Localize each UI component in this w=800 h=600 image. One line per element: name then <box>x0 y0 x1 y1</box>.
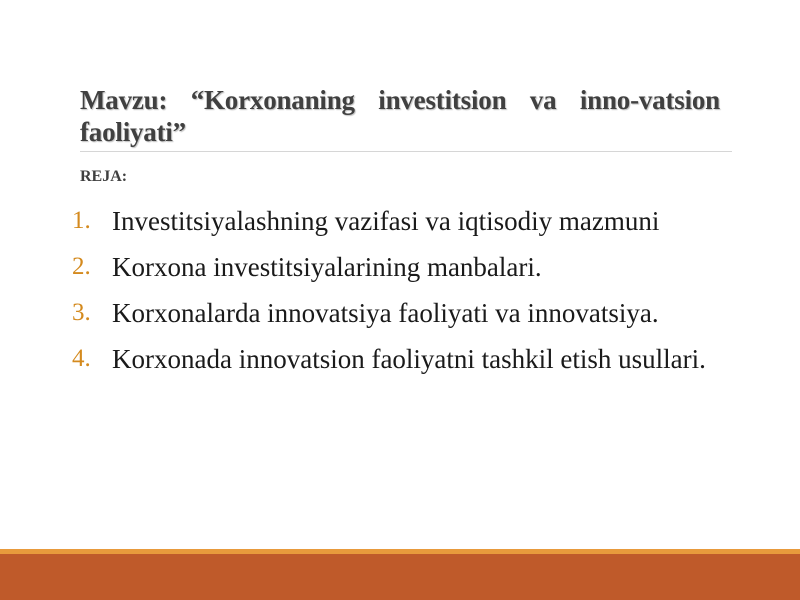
plan-item-text: Korxonalarda innovatsiya faoliyati va innovatsiya. <box>112 298 659 328</box>
plan-item-number: 3. <box>72 299 91 326</box>
plan-item-text: Korxonada innovatsion faoliyatni tashkil etish usullari. <box>112 344 706 374</box>
plan-heading: REJA: <box>80 168 128 185</box>
plan-item-1 <box>72 205 732 237</box>
plan-item-2 <box>72 251 732 283</box>
plan-item-text: Korxona investitsiyalarining manbalari. <box>112 252 542 282</box>
title-divider <box>80 151 732 152</box>
plan-item-4 <box>72 343 732 375</box>
footer-bar <box>0 554 800 600</box>
slide-title: Mavzu: “Korxonaning investitsion va inno-vatsion faoliyati” <box>80 85 720 147</box>
plan-item-number: 1. <box>72 207 91 234</box>
plan-item-text: Investitsiyalashning vazifasi va iqtisodiy mazmuni <box>112 206 660 236</box>
plan-item-number: 4. <box>72 345 91 372</box>
plan-list <box>72 205 732 389</box>
plan-item-number: 2. <box>72 253 91 280</box>
plan-item-3 <box>72 297 732 329</box>
